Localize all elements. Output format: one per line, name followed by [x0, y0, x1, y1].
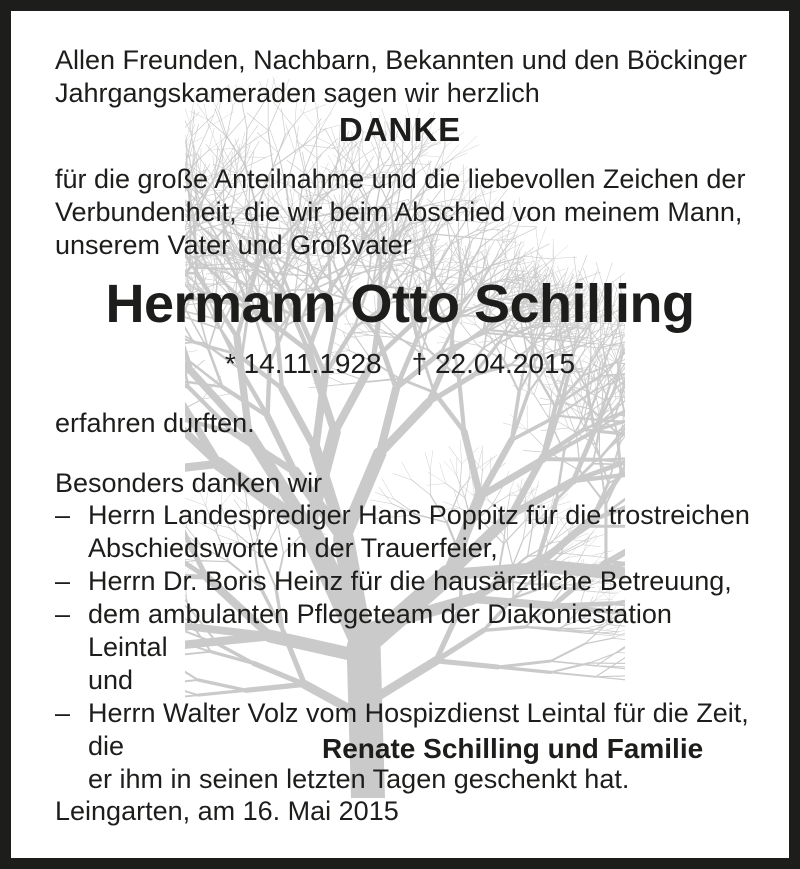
- thanks-item: [55, 598, 755, 697]
- intro-line: Jahrgangskameraden sagen wir herzlich: [55, 78, 540, 108]
- life-dates: [11, 347, 789, 380]
- thanks-item: [55, 499, 755, 565]
- intro-line: Allen Freunden, Nachbarn, Bekannten und den Böckinger: [55, 45, 747, 75]
- thanks-item-line: und: [88, 665, 134, 695]
- thanks-item: [55, 565, 755, 598]
- lead-line: für die große Anteilnahme und die liebevollen Zeichen der: [55, 164, 746, 194]
- signature: Renate Schilling und Familie: [322, 733, 704, 764]
- dash-bullet: –: [55, 698, 71, 728]
- danke-heading: DANKE: [338, 111, 462, 148]
- birth-date: * 14.11.1928: [224, 348, 382, 379]
- deceased-name: Hermann Otto Schilling: [105, 274, 695, 334]
- thanks-intro: Besonders danken wir: [55, 468, 323, 498]
- death-date: † 22.04.2015: [411, 348, 576, 379]
- thanks-item-line: Herrn Dr. Boris Heinz für die hausärztliche Betreuung,: [88, 566, 732, 596]
- intro-text: [55, 44, 747, 110]
- lead-line: Verbundenheit, die wir beim Abschied von meinem Mann,: [55, 197, 743, 227]
- dash-bullet: –: [55, 500, 71, 530]
- lead-continuation: erfahren durften.: [55, 408, 255, 438]
- thanks-item-line: Abschiedsworte in der Trauerfeier,: [88, 533, 498, 563]
- thanks-item-line: Herrn Walter Volz vom Hospizdienst Leintal für die Zeit, die: [88, 698, 749, 761]
- thanks-item-line: Herrn Landesprediger Hans Poppitz für die trostreichen: [88, 500, 750, 530]
- thanks-item-line: er ihm in seinen letzten Tagen geschenkt hat.: [88, 764, 630, 794]
- thanks-item-line: dem ambulanten Pflegeteam der Diakoniestation Leintal: [88, 599, 672, 662]
- lead-line: unserem Vater und Großvater: [55, 230, 412, 260]
- lead-text: [55, 163, 745, 262]
- dash-bullet: –: [55, 599, 71, 629]
- dash-bullet: –: [55, 566, 71, 596]
- dateline: Leingarten, am 16. Mai 2015: [55, 796, 399, 826]
